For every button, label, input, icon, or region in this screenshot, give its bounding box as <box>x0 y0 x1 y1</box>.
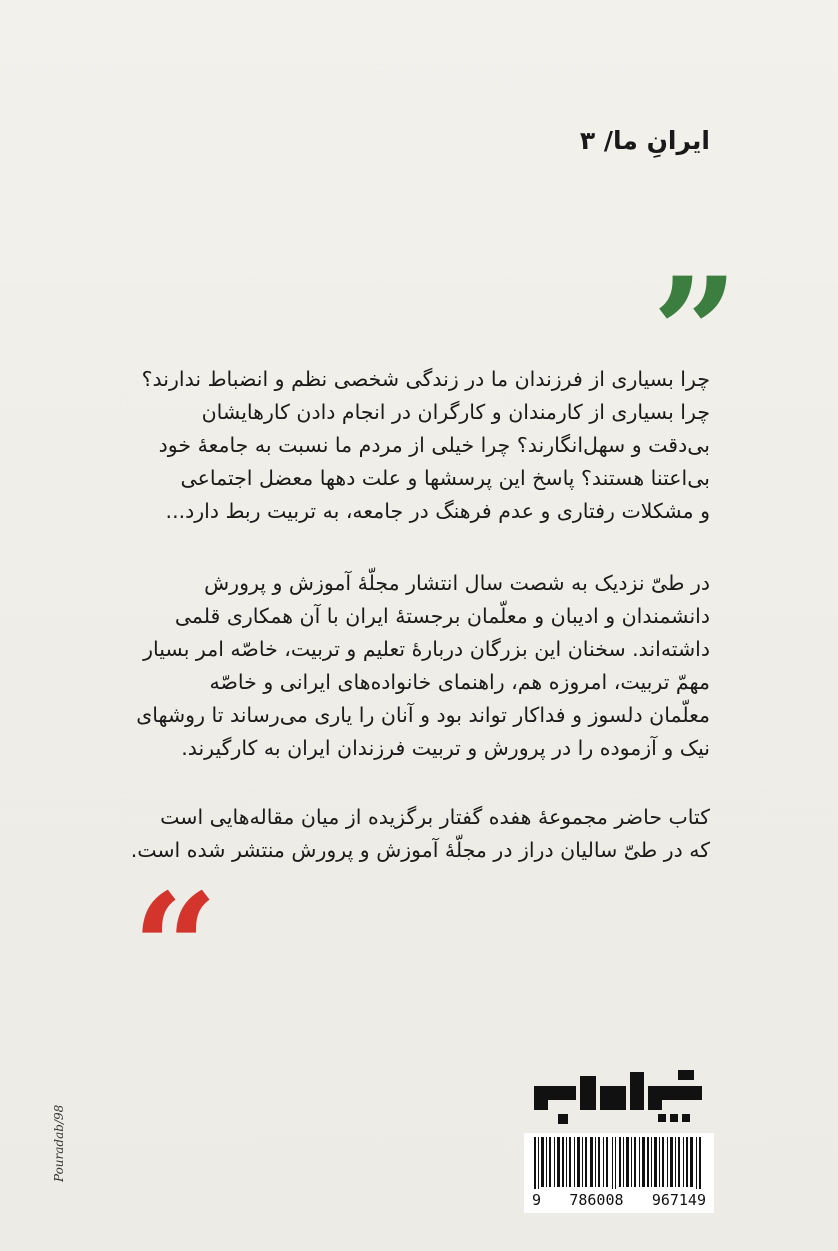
text-line: دانشمندان و ادیبان و معلّمان برجستهٔ ایران با آن همکاری قلمی <box>174 604 710 628</box>
paragraph-journal-history <box>130 567 710 765</box>
text-line: معلّمان دلسوز و فداکار تواند بود و آنان را یاری می‌رساند تا روشهای <box>136 703 710 727</box>
barcode-bars <box>524 1133 714 1193</box>
isbn-digits <box>524 1189 714 1211</box>
designer-signature: Pouradab/98 <box>52 1104 66 1182</box>
text-line: و مشکلات رفتاری و عدم فرهنگ در جامعه، به تربیت ربط دارد... <box>165 499 710 523</box>
text-line: چرا بسیاری از فرزندان ما در زندگی شخصی نظم و انضباط ندارند؟ <box>141 367 710 391</box>
isbn-left-group: 786008 <box>569 1191 624 1209</box>
text-line: نیک و آزموده را در پرورش و تربیت فرزندان ایران به کارگیرند. <box>181 736 710 760</box>
series-title: ایرانِ ما/ ۳ <box>579 126 710 155</box>
text-line: مهمّ تربیت، امروزه هم، راهنمای خانواده‌های ایرانی و خاصّه <box>209 670 710 694</box>
publisher-logo <box>528 1066 708 1130</box>
text-line: بی‌دقت و سهل‌انگارند؟ چرا خیلی از مردم ما نسبت به جامعهٔ خود <box>158 433 710 457</box>
text-line: در طیّ نزدیک به شصت سال انتشار مجلّهٔ آموزش و پرورش <box>204 571 710 595</box>
opening-quote-mark-icon: ” <box>652 245 739 421</box>
paragraph-questions <box>130 363 710 528</box>
isbn-barcode <box>524 1133 714 1213</box>
text-line: بی‌اعتنا هستند؟ پاسخ این پرسشها و علت دهها معضل اجتماعی <box>180 466 710 490</box>
isbn-right-group: 967149 <box>651 1191 706 1209</box>
text-line: داشته‌اند. سخنان این بزرگان دربارهٔ تعلیم و تربیت، خاصّه امر بسیار <box>143 637 710 661</box>
text-line: که در طیّ سالیان دراز در مجلّهٔ آموزش و پرورش منتشر شده است. <box>130 838 710 862</box>
isbn-prefix-digit: 9 <box>532 1191 542 1209</box>
text-line: کتاب حاضر مجموعهٔ هفده گفتار برگزیده از میان مقاله‌هایی است <box>160 805 710 829</box>
paragraph-book-summary <box>130 801 710 867</box>
text-line: چرا بسیاری از کارمندان و کارگران در انجام دادن کارهایشان <box>201 400 710 424</box>
closing-quote-mark-icon: “ <box>132 861 219 1037</box>
